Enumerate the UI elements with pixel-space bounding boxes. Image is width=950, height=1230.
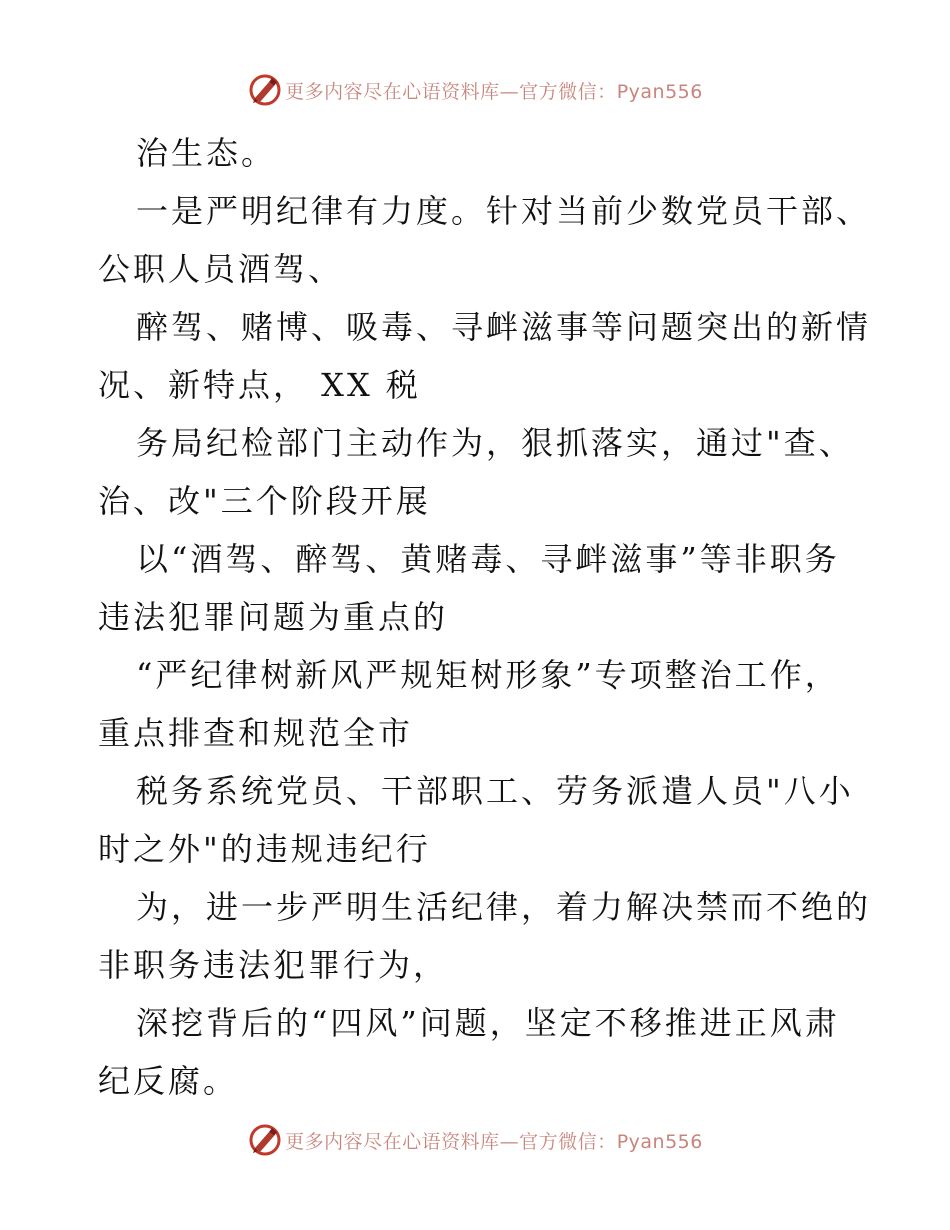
watermark-main: 更多内容尽在心语资料库 bbox=[285, 1130, 500, 1153]
body-line: 以“酒驾、醉驾、黄赌毒、寻衅滋事”等非职务 bbox=[136, 540, 840, 578]
document-body bbox=[98, 124, 872, 1110]
watermark-separator: — bbox=[499, 1130, 520, 1153]
pen-logo-icon bbox=[247, 1122, 283, 1158]
watermark-label: 官方微信： bbox=[519, 80, 617, 103]
body-line: 公职人员酒驾、 bbox=[98, 250, 344, 288]
body-line: 务局纪检部门主动作为，狠抓落实，通过"查、 bbox=[136, 424, 854, 462]
footer-watermark bbox=[0, 1120, 950, 1160]
body-line: 重点排查和规范全市 bbox=[98, 714, 414, 752]
body-line: 纪反腐。 bbox=[98, 1062, 239, 1100]
watermark-text bbox=[285, 1127, 703, 1154]
body-line: 违法犯罪问题为重点的 bbox=[98, 598, 449, 636]
pen-logo-icon bbox=[247, 72, 283, 108]
watermark-id: Pyan556 bbox=[616, 80, 703, 103]
body-line: 醉驾、赌博、吸毒、寻衅滋事等问题突出的新情 bbox=[136, 308, 872, 346]
body-line: 税务系统党员、干部职工、劳务派遣人员"八小 bbox=[136, 772, 854, 810]
body-line: 一是严明纪律有力度。针对当前少数党员干部、 bbox=[136, 192, 872, 230]
watermark-label: 官方微信： bbox=[519, 1130, 617, 1153]
watermark-id: Pyan556 bbox=[616, 1130, 703, 1153]
watermark-separator: — bbox=[499, 80, 520, 103]
body-line: 况、新特点， XX 税 bbox=[98, 366, 421, 404]
body-line: 非职务违法犯罪行为， bbox=[98, 946, 449, 984]
body-line: 为，进一步严明生活纪律，着力解决禁而不绝的 bbox=[136, 888, 872, 926]
header-watermark bbox=[0, 70, 950, 110]
body-line: 深挖背后的“四风”问题，坚定不移推进正风肃 bbox=[136, 1004, 840, 1042]
body-line: “严纪律树新风严规矩树形象”专项整治工作， bbox=[136, 656, 840, 694]
body-line: 时之外"的违规违纪行 bbox=[98, 830, 431, 868]
watermark-text bbox=[285, 77, 703, 104]
body-line: 治、改"三个阶段开展 bbox=[98, 482, 431, 520]
watermark-main: 更多内容尽在心语资料库 bbox=[285, 80, 500, 103]
body-line: 治生态。 bbox=[136, 134, 277, 172]
